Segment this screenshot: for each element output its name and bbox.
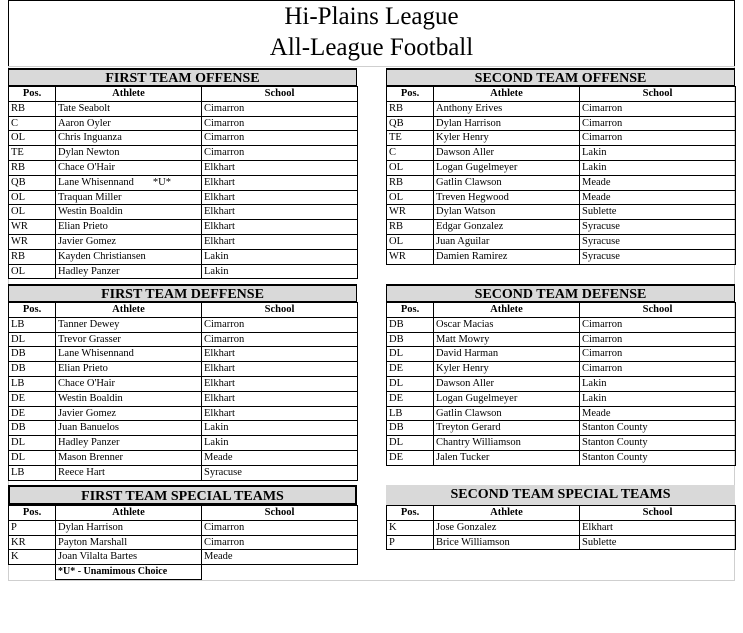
athlete-cell: Payton Marshall	[56, 535, 202, 550]
school-cell: Syracuse	[580, 249, 736, 264]
pos-cell: RB	[387, 175, 434, 190]
first-offense-rows	[9, 101, 358, 279]
pos-cell: TE	[387, 131, 434, 146]
school-cell: Stanton County	[580, 421, 736, 436]
athlete-cell: Juan Aguilar	[434, 234, 580, 249]
athlete-cell: Aaron Oyler	[56, 116, 202, 131]
first-defense-table	[8, 302, 358, 481]
col-header-athlete: Athlete	[56, 87, 202, 102]
athlete-cell: Treyton Gerard	[434, 421, 580, 436]
school-cell: Syracuse	[580, 220, 736, 235]
school-cell: Lakin	[580, 376, 736, 391]
col-header-pos: Pos.	[387, 303, 434, 318]
table-row	[9, 264, 358, 279]
pos-cell: KR	[9, 535, 56, 550]
second-defense-table	[386, 302, 736, 466]
pos-cell: OL	[9, 190, 56, 205]
school-cell: Elkhart	[202, 220, 358, 235]
school-cell: Elkhart	[580, 520, 736, 535]
school-cell: Elkhart	[202, 190, 358, 205]
col-header-athlete: Athlete	[434, 303, 580, 318]
table-row	[387, 421, 736, 436]
pos-cell: K	[9, 550, 56, 565]
second-offense-table	[386, 86, 736, 265]
pos-cell: DB	[9, 362, 56, 377]
table-row	[387, 535, 736, 550]
pos-cell: OL	[387, 160, 434, 175]
pos-cell: WR	[387, 205, 434, 220]
school-cell: Elkhart	[202, 362, 358, 377]
athlete-cell: Lane Whisennand	[56, 347, 202, 362]
athlete-cell: Matt Mowry	[434, 332, 580, 347]
school-cell: Lakin	[202, 436, 358, 451]
col-header-athlete: Athlete	[56, 506, 202, 521]
school-cell: Cimarron	[580, 131, 736, 146]
school-cell: Stanton County	[580, 436, 736, 451]
school-cell: Cimarron	[580, 347, 736, 362]
col-header-school: School	[580, 303, 736, 318]
second-offense-heading: SECOND TEAM OFFENSE	[386, 68, 735, 86]
table-row	[387, 450, 736, 465]
table-row	[9, 205, 358, 220]
pos-cell: TE	[9, 146, 56, 161]
athlete-cell: Dawson Aller	[434, 146, 580, 161]
col-header-school: School	[580, 506, 736, 521]
pos-cell: QB	[387, 116, 434, 131]
pos-cell: DB	[387, 317, 434, 332]
athlete-cell: Tate Seabolt	[56, 101, 202, 116]
school-cell: Lakin	[580, 160, 736, 175]
athlete-cell: Hadley Panzer	[56, 436, 202, 451]
school-cell: Meade	[580, 406, 736, 421]
pos-cell: DL	[9, 332, 56, 347]
col-header-school: School	[202, 303, 358, 318]
col-header-pos: Pos.	[387, 506, 434, 521]
school-cell: Cimarron	[202, 520, 358, 535]
school-cell: Sublette	[580, 205, 736, 220]
table-row	[387, 234, 736, 249]
athlete-cell: Trevor Grasser	[56, 332, 202, 347]
table-row	[9, 520, 358, 535]
table-row	[387, 347, 736, 362]
first-special-rows	[9, 520, 358, 564]
table-row	[387, 436, 736, 451]
pos-cell: P	[387, 535, 434, 550]
athlete-cell: Mason Brenner	[56, 450, 202, 465]
school-cell: Cimarron	[202, 535, 358, 550]
table-row	[9, 450, 358, 465]
school-cell: Elkhart	[202, 205, 358, 220]
school-cell: Cimarron	[202, 101, 358, 116]
unanimous-marker: *U*	[152, 176, 171, 188]
table-row	[9, 391, 358, 406]
footnote-spacer	[202, 565, 358, 580]
pos-cell: LB	[9, 317, 56, 332]
athlete-cell: Juan Banuelos	[56, 421, 202, 436]
athlete-cell: Damien Ramirez	[434, 249, 580, 264]
pos-cell: DE	[9, 391, 56, 406]
table-row	[9, 234, 358, 249]
school-cell: Lakin	[202, 249, 358, 264]
pos-cell: DB	[387, 421, 434, 436]
col-header-athlete: Athlete	[434, 506, 580, 521]
first-defense-heading: FIRST TEAM DEFFENSE	[8, 284, 357, 302]
pos-cell: RB	[9, 160, 56, 175]
athlete-cell	[56, 175, 202, 190]
pos-cell: LB	[387, 406, 434, 421]
athlete-cell: Kayden Christiansen	[56, 249, 202, 264]
athlete-cell: Dylan Harrison	[434, 116, 580, 131]
pos-cell: RB	[9, 249, 56, 264]
table-row	[9, 535, 358, 550]
athlete-cell: Gatlin Clawson	[434, 175, 580, 190]
table-row	[387, 376, 736, 391]
athlete-cell: Chantry Williamson	[434, 436, 580, 451]
school-cell: Lakin	[202, 264, 358, 279]
school-cell: Cimarron	[202, 116, 358, 131]
col-header-pos: Pos.	[9, 506, 56, 521]
athlete-cell: Tanner Dewey	[56, 317, 202, 332]
table-row	[387, 406, 736, 421]
athlete-cell: Chace O'Hair	[56, 376, 202, 391]
pos-cell: OL	[9, 131, 56, 146]
first-special-heading: FIRST TEAM SPECIAL TEAMS	[8, 485, 357, 505]
table-row	[9, 362, 358, 377]
athlete-cell: Westin Boaldin	[56, 391, 202, 406]
pos-cell: DE	[387, 391, 434, 406]
school-cell: Meade	[202, 450, 358, 465]
unanimous-footnote: *U* - Unamimous Choice	[56, 565, 202, 580]
pos-cell: DL	[9, 436, 56, 451]
pos-cell: DB	[9, 421, 56, 436]
table-row	[387, 362, 736, 377]
table-row	[387, 249, 736, 264]
table-row	[9, 550, 358, 565]
pos-cell: OL	[387, 234, 434, 249]
pos-cell: DL	[387, 376, 434, 391]
school-cell: Cimarron	[202, 146, 358, 161]
school-cell: Stanton County	[580, 450, 736, 465]
athlete-cell: Elian Prieto	[56, 362, 202, 377]
athlete-cell: Jose Gonzalez	[434, 520, 580, 535]
athlete-cell: Edgar Gonzalez	[434, 220, 580, 235]
table-row	[9, 376, 358, 391]
school-cell: Cimarron	[580, 332, 736, 347]
title-line-2: All-League Football	[269, 34, 474, 61]
table-row	[387, 391, 736, 406]
pos-cell: DE	[387, 450, 434, 465]
table-row	[9, 160, 358, 175]
table-row	[387, 205, 736, 220]
second-defense-heading: SECOND TEAM DEFENSE	[386, 284, 735, 302]
school-cell: Cimarron	[202, 131, 358, 146]
athlete-cell: Dawson Aller	[434, 376, 580, 391]
athlete-cell: Chace O'Hair	[56, 160, 202, 175]
table-row	[387, 146, 736, 161]
pos-cell: OL	[9, 264, 56, 279]
athlete-cell: Chris Inguanza	[56, 131, 202, 146]
second-defense-rows	[387, 317, 736, 465]
table-row	[9, 436, 358, 451]
athlete-cell: Westin Boaldin	[56, 205, 202, 220]
pos-cell: OL	[9, 205, 56, 220]
second-special-table	[386, 505, 736, 550]
school-cell: Cimarron	[202, 332, 358, 347]
athlete-cell: Gatlin Clawson	[434, 406, 580, 421]
pos-cell: QB	[9, 175, 56, 190]
school-cell: Lakin	[202, 421, 358, 436]
table-row	[387, 332, 736, 347]
athlete-cell: Logan Gugelmeyer	[434, 160, 580, 175]
table-row	[387, 101, 736, 116]
table-row	[9, 220, 358, 235]
table-row	[9, 249, 358, 264]
table-row	[387, 131, 736, 146]
athlete-cell: Dylan Newton	[56, 146, 202, 161]
pos-cell: WR	[9, 220, 56, 235]
first-offense-table	[8, 86, 358, 279]
table-row	[9, 116, 358, 131]
athlete-cell: Reece Hart	[56, 465, 202, 480]
pos-cell: RB	[387, 220, 434, 235]
athlete-cell: Oscar Macias	[434, 317, 580, 332]
footnote-spacer	[9, 565, 56, 580]
pos-cell: DL	[9, 450, 56, 465]
athlete-cell: Dylan Harrison	[56, 520, 202, 535]
athlete-cell: Treven Hegwood	[434, 190, 580, 205]
pos-cell: DL	[387, 347, 434, 362]
table-row	[9, 332, 358, 347]
athlete-cell: Kyler Henry	[434, 362, 580, 377]
col-header-school: School	[580, 87, 736, 102]
school-cell: Cimarron	[580, 101, 736, 116]
athlete-cell: Jalen Tucker	[434, 450, 580, 465]
second-special-heading: SECOND TEAM SPECIAL TEAMS	[386, 485, 735, 505]
first-special-table	[8, 505, 358, 580]
col-header-school: School	[202, 506, 358, 521]
second-offense-rows	[387, 101, 736, 264]
col-header-pos: Pos.	[9, 87, 56, 102]
school-cell: Elkhart	[202, 391, 358, 406]
school-cell: Cimarron	[580, 317, 736, 332]
first-defense-rows	[9, 317, 358, 480]
school-cell: Elkhart	[202, 234, 358, 249]
table-row	[9, 317, 358, 332]
athlete-cell: Anthony Erives	[434, 101, 580, 116]
title-line-1: Hi-Plains League	[284, 3, 459, 30]
pos-cell: WR	[9, 234, 56, 249]
table-row	[387, 175, 736, 190]
title-box	[8, 0, 735, 66]
athlete-cell: Elian Prieto	[56, 220, 202, 235]
first-offense-heading: FIRST TEAM OFFENSE	[8, 68, 357, 86]
table-row	[9, 347, 358, 362]
pos-cell: RB	[9, 101, 56, 116]
school-cell: Syracuse	[580, 234, 736, 249]
pos-cell: K	[387, 520, 434, 535]
col-header-pos: Pos.	[9, 303, 56, 318]
athlete-cell: Joan Vilalta Bartes	[56, 550, 202, 565]
athlete-cell: Kyler Henry	[434, 131, 580, 146]
table-row	[387, 190, 736, 205]
pos-cell: DB	[387, 332, 434, 347]
pos-cell: DE	[387, 362, 434, 377]
school-cell: Cimarron	[580, 116, 736, 131]
col-header-pos: Pos.	[387, 87, 434, 102]
pos-cell: C	[9, 116, 56, 131]
pos-cell: DB	[9, 347, 56, 362]
table-row	[387, 317, 736, 332]
pos-cell: WR	[387, 249, 434, 264]
athlete-cell: Brice Williamson	[434, 535, 580, 550]
table-row	[387, 520, 736, 535]
athlete-cell: Dylan Watson	[434, 205, 580, 220]
athlete-cell: Javier Gomez	[56, 234, 202, 249]
school-cell: Meade	[580, 175, 736, 190]
athlete-cell: Hadley Panzer	[56, 264, 202, 279]
athlete-cell: Javier Gomez	[56, 406, 202, 421]
school-cell: Elkhart	[202, 160, 358, 175]
school-cell: Elkhart	[202, 406, 358, 421]
pos-cell: C	[387, 146, 434, 161]
school-cell: Lakin	[580, 391, 736, 406]
athlete-cell: Traquan Miller	[56, 190, 202, 205]
pos-cell: P	[9, 520, 56, 535]
table-row	[9, 190, 358, 205]
table-row	[387, 160, 736, 175]
pos-cell: LB	[9, 376, 56, 391]
table-row	[387, 116, 736, 131]
table-row	[9, 146, 358, 161]
table-row	[9, 131, 358, 146]
school-cell: Syracuse	[202, 465, 358, 480]
school-cell: Elkhart	[202, 175, 358, 190]
school-cell: Meade	[202, 550, 358, 565]
table-row	[9, 465, 358, 480]
pos-cell: DE	[9, 406, 56, 421]
table-row	[9, 175, 358, 190]
school-cell: Cimarron	[580, 362, 736, 377]
school-cell: Elkhart	[202, 347, 358, 362]
athlete-name: Lane Whisennand	[58, 176, 134, 188]
pos-cell: DL	[387, 436, 434, 451]
school-cell: Elkhart	[202, 376, 358, 391]
school-cell: Cimarron	[202, 317, 358, 332]
pos-cell: OL	[387, 190, 434, 205]
athlete-cell: Logan Gugelmeyer	[434, 391, 580, 406]
col-header-athlete: Athlete	[56, 303, 202, 318]
school-cell: Meade	[580, 190, 736, 205]
col-header-school: School	[202, 87, 358, 102]
col-header-athlete: Athlete	[434, 87, 580, 102]
second-special-rows	[387, 520, 736, 550]
school-cell: Sublette	[580, 535, 736, 550]
table-row	[9, 101, 358, 116]
school-cell: Lakin	[580, 146, 736, 161]
table-row	[387, 220, 736, 235]
athlete-cell: David Harman	[434, 347, 580, 362]
pos-cell: LB	[9, 465, 56, 480]
table-row	[9, 406, 358, 421]
table-row	[9, 421, 358, 436]
pos-cell: RB	[387, 101, 434, 116]
